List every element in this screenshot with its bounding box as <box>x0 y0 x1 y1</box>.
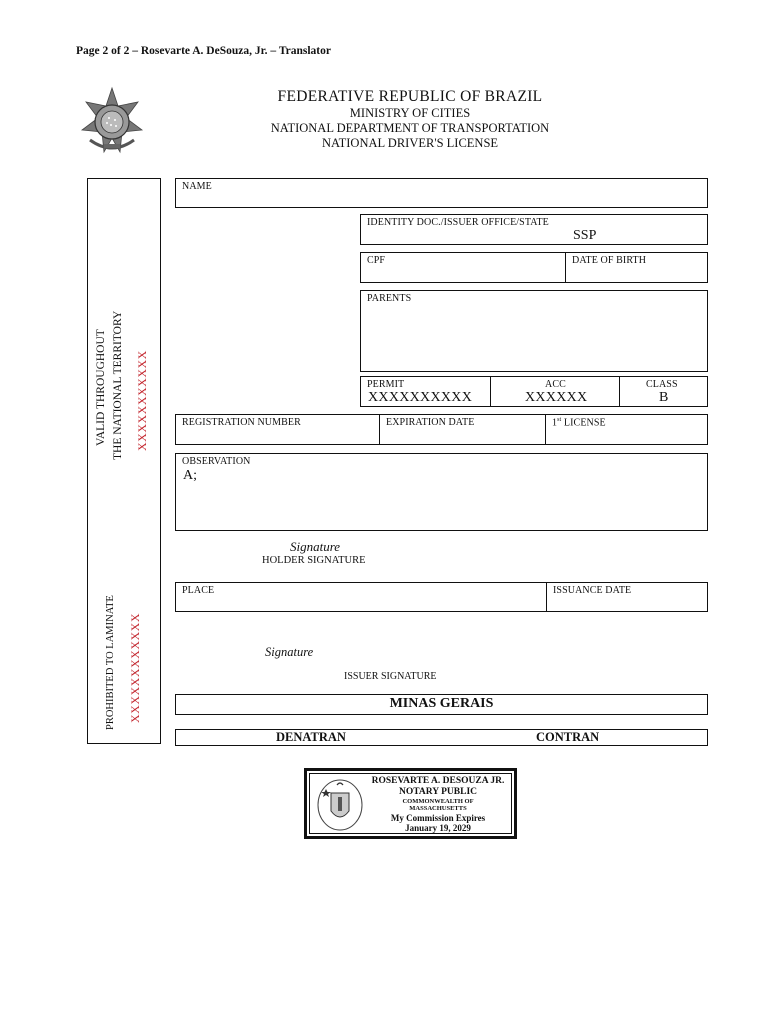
first-license-label <box>552 417 606 428</box>
holder-signature-label: HOLDER SIGNATURE <box>262 555 366 566</box>
coat-of-arms-emblem <box>76 86 148 158</box>
page-header: Page 2 of 2 – Rosevarte A. DeSouza, Jr. – Translator <box>76 45 331 57</box>
notary-stamp <box>304 768 517 839</box>
valid-territory-text: THE NATIONAL TERRITORY <box>112 310 124 460</box>
expiration-date-label: EXPIRATION DATE <box>386 417 475 428</box>
state-name: MINAS GERAIS <box>389 696 494 711</box>
valid-throughout-text: VALID THROUGHOUT <box>95 329 107 446</box>
footer-bar <box>175 729 708 746</box>
holder-signature-mark: Signature <box>290 539 341 554</box>
issuance-date-label: ISSUANCE DATE <box>553 585 632 596</box>
heading-document: NATIONAL DRIVER'S LICENSE <box>321 136 499 150</box>
observation-value: A; <box>183 468 197 483</box>
place-label: PLACE <box>182 585 215 596</box>
acc-field <box>490 376 620 407</box>
notary-name: ROSEVARTE A. DESOUZA JR. <box>371 776 505 786</box>
notary-commission: My Commission Expires <box>390 813 486 823</box>
observation-label: OBSERVATION <box>182 456 251 467</box>
notary-state: MASSACHUSETTS <box>409 805 467 812</box>
name-field <box>175 178 708 208</box>
first-license-text: LICENSE <box>561 417 606 429</box>
name-label: NAME <box>182 181 212 192</box>
identity-label: IDENTITY DOC./ISSUER OFFICE/STATE <box>367 217 549 228</box>
first-license-number: 1 <box>552 417 558 429</box>
valid-code: XXXXXXXXXXX <box>135 350 149 451</box>
side-panel <box>87 178 161 744</box>
cpf-field <box>360 252 566 283</box>
acc-label: ACC <box>545 379 566 390</box>
acc-value: XXXXXX <box>525 390 588 405</box>
permit-label: PERMIT <box>367 379 405 390</box>
parents-field <box>360 290 708 372</box>
date-of-birth-label: DATE OF BIRTH <box>572 255 647 266</box>
parents-label: PARENTS <box>367 293 412 304</box>
notary-title: NOTARY PUBLIC <box>398 787 478 797</box>
footer-denatran: DENATRAN <box>276 730 346 744</box>
first-license-ordinal: st <box>557 417 562 423</box>
massachusetts-seal-icon <box>315 777 365 833</box>
first-license-field <box>545 414 708 445</box>
notary-commonwealth: COMMONWEALTH OF <box>402 798 474 805</box>
class-field <box>619 376 708 407</box>
heading-department: NATIONAL DEPARTMENT OF TRANSPORTATION <box>270 121 550 135</box>
place-field <box>175 582 547 612</box>
laminate-code: XXXXXXXXXXXX <box>128 613 142 723</box>
identity-value: SSP <box>573 228 597 243</box>
issuance-date-field <box>546 582 708 612</box>
registration-number-label: REGISTRATION NUMBER <box>182 417 301 428</box>
class-label: CLASS <box>646 379 678 390</box>
permit-field <box>360 376 491 407</box>
issuer-signature-label: ISSUER SIGNATURE <box>344 671 437 682</box>
cpf-label: CPF <box>367 255 386 266</box>
observation-field <box>175 453 708 531</box>
identity-field <box>360 214 708 245</box>
class-value: B <box>659 390 669 405</box>
expiration-date-field <box>379 414 546 445</box>
heading-ministry: MINISTRY OF CITIES <box>349 106 471 120</box>
notary-expiry-date: January 19, 2029 <box>405 823 471 833</box>
date-of-birth-field <box>565 252 708 283</box>
heading-country: FEDERATIVE REPUBLIC OF BRAZIL <box>277 88 543 105</box>
registration-number-field <box>175 414 380 445</box>
state-bar <box>175 694 708 715</box>
permit-value: XXXXXXXXXX <box>368 390 473 405</box>
footer-contran: CONTRAN <box>536 730 600 744</box>
issuer-signature-mark: Signature <box>265 645 314 659</box>
prohibited-laminate-text: PROHIBITED TO LAMINATE <box>105 595 116 730</box>
